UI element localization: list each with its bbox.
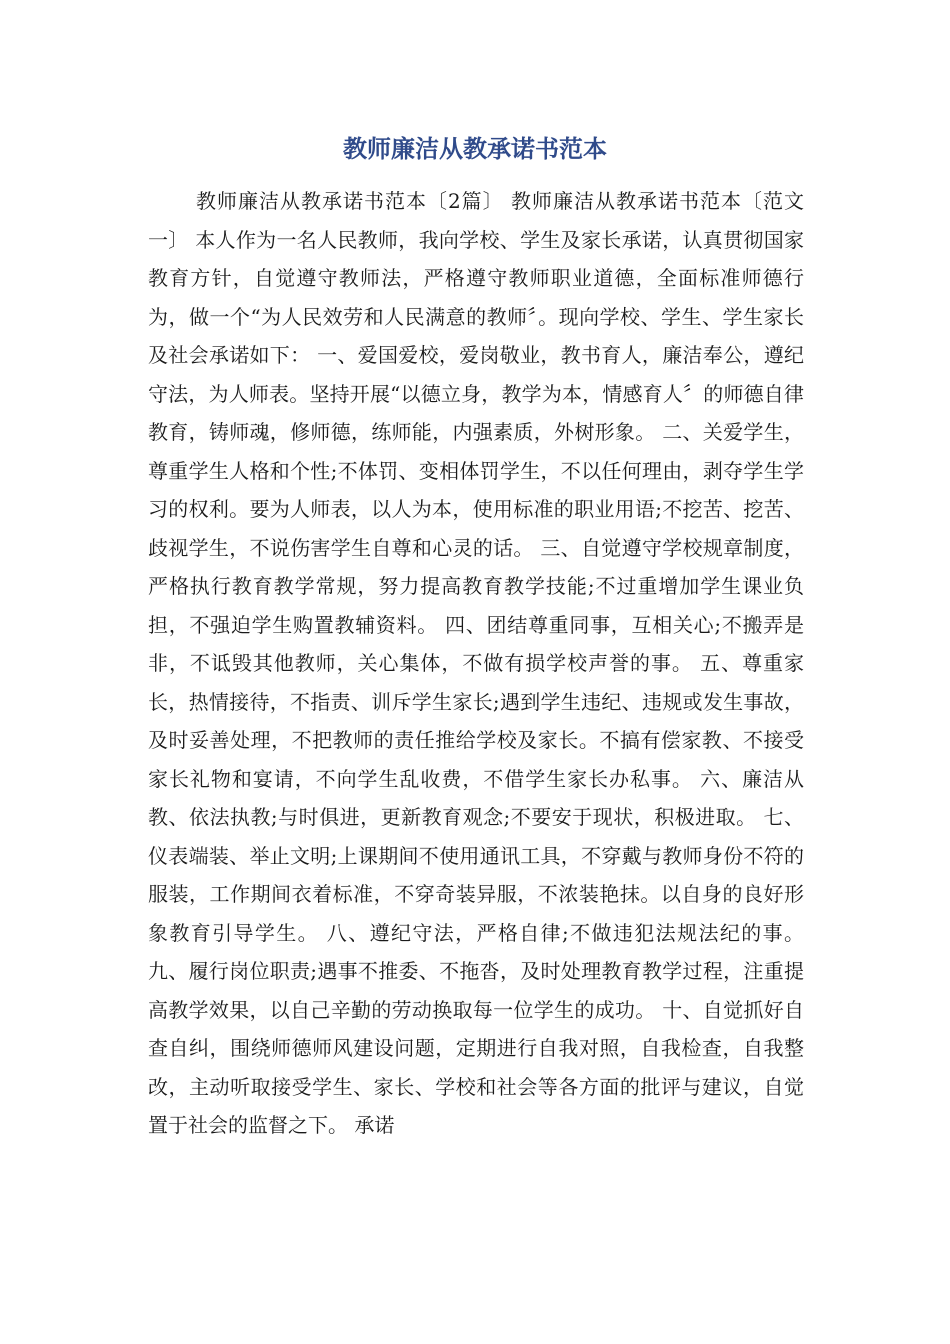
document-title: 教师廉洁从教承诺书范本 (343, 135, 607, 163)
document-body-paragraph: 教师廉洁从教承诺书范本〔2篇〕 教师廉洁从教承诺书范本〔范文一〕 本人作为一名人民教师，我向学校、学生及家长承诺，认真贯彻国家教育方针，自觉遵守教师法，严格遵守教师职业道德，全面标准师德行为，做一个“为人民效劳和人民满意的教师〞。现向学校、学生、学生家长及社会承诺如下： 一、爱国爱校，爱岗敬业，教书育人，廉洁奉公，遵纪守法，为人师表。坚持开展“以德立身，教学为本，情感育人〞的师德自律教育，铸师魂，修师德，练师能，内强素质，外树形象。 二、关爱学生，尊重学生人格和个性;不体罚、变相体罚学生，不以任何理由，剥夺学生学习的权利。要为人师表，以人为本，使用标准的职业用语;不挖苦、挖苦、歧视学生，不说伤害学生自尊和心灵的话。 三、自觉遵守学校规章制度，严格执行教育教学常规，努力提高教育教学技能;不过重增加学生课业负担，不强迫学生购置教辅资料。 四、团结尊重同事，互相关心;不搬弄是非，不诋毁其他教师，关心集体，不做有损学校声誉的事。 五、尊重家长，热情接待，不指责、训斥学生家长;遇到学生违纪、违规或发生事故，及时妥善处理，不把教师的责任推给学校及家长。不搞有偿家教、不接受家长礼物和宴请，不向学生乱收费，不借学生家长办私事。 六、廉洁从教、依法执教;与时俱进，更新教育观念;不要安于现状，积极进取。 七、仪表端装、举止文明;上课期间不使用通讯工具，不穿戴与教师身份不符的服装，工作期间衣着标准，不穿奇装异服，不浓装艳抹。以自身的良好形象教育引导学生。 八、遵纪守法，严格自律;不做违犯法规法纪的事。 九、履行岗位职责;遇事不推委、不拖沓，及时处理教育教学过程，注重提高教学效果，以自己辛勤的劳动换取每一位学生的成功。 十、自觉抓好自查自纠，围绕师德师风建设问题，定期进行自我对照，自我检查，自我整改，主动听取接受学生、家长、学校和社会等各方面的批评与建议，自觉置于社会的监督之下。 承诺 (148, 189, 804, 1137)
